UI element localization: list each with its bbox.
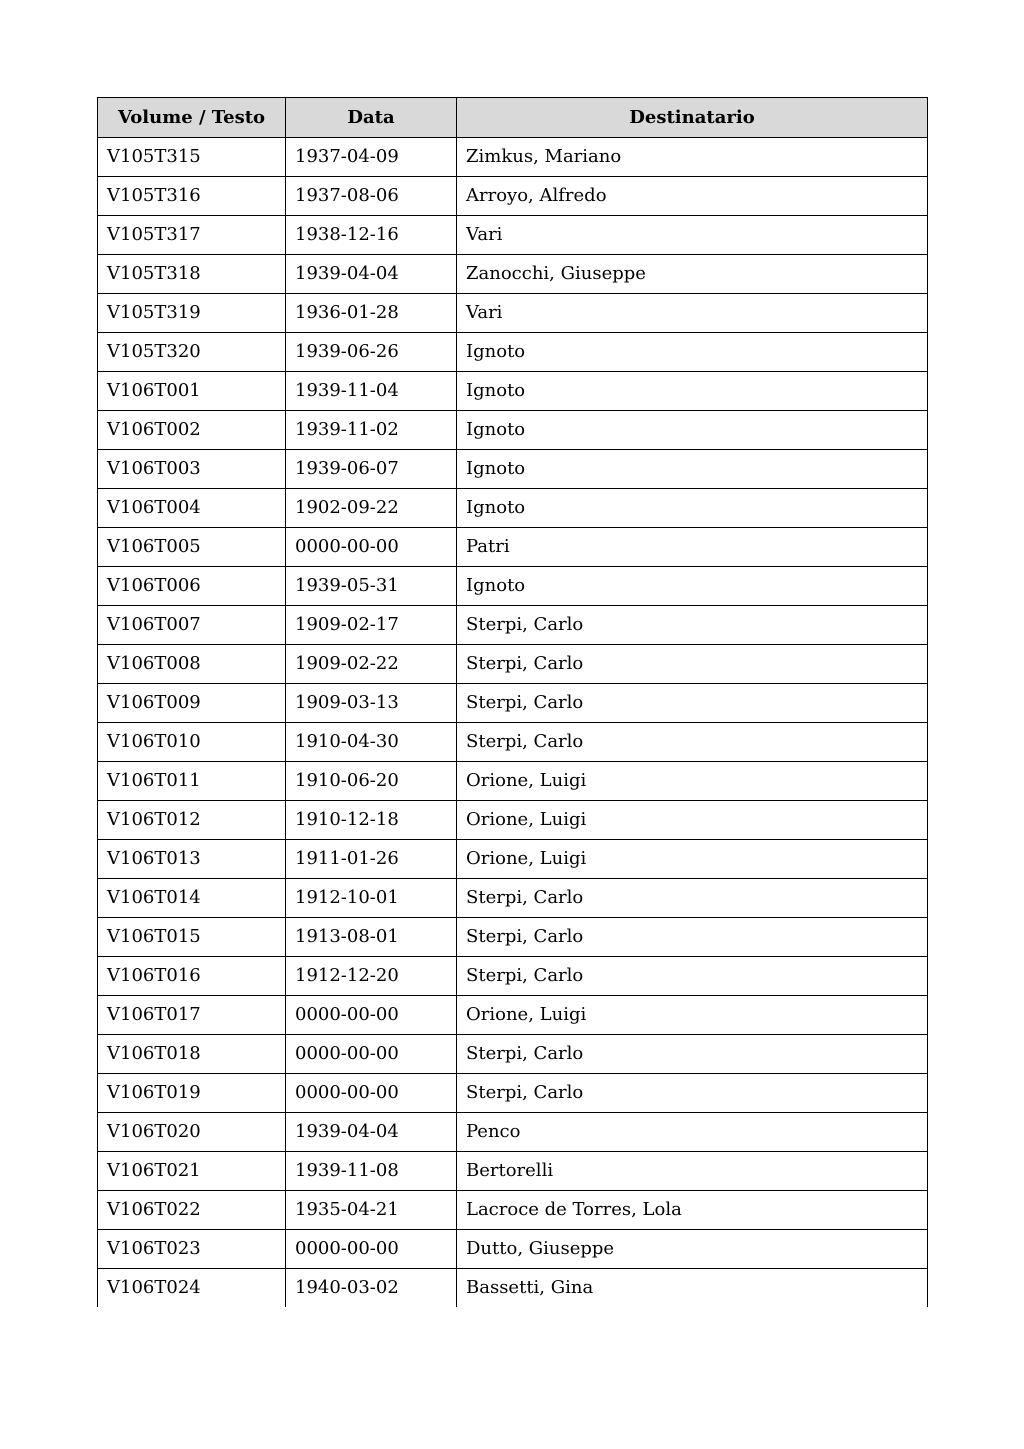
table-header (98, 98, 928, 138)
cell-data: 1936-01-28 (286, 294, 457, 333)
cell-destinatario: Ignoto (457, 567, 928, 606)
cell-volume-testo: V106T020 (98, 1113, 286, 1152)
cell-destinatario: Patri (457, 528, 928, 567)
cell-data: 1902-09-22 (286, 489, 457, 528)
cell-volume-testo: V105T318 (98, 255, 286, 294)
cell-data: 1912-12-20 (286, 957, 457, 996)
cell-volume-testo: V106T011 (98, 762, 286, 801)
table-row (98, 840, 928, 879)
table-row (98, 801, 928, 840)
cell-data: 1909-02-17 (286, 606, 457, 645)
cell-data: 1910-04-30 (286, 723, 457, 762)
cell-data: 1910-06-20 (286, 762, 457, 801)
cell-volume-testo: V106T024 (98, 1269, 286, 1308)
table-row (98, 489, 928, 528)
table-row (98, 450, 928, 489)
table-row (98, 1269, 928, 1308)
cell-destinatario: Sterpi, Carlo (457, 879, 928, 918)
table-row (98, 1230, 928, 1269)
cell-data: 1910-12-18 (286, 801, 457, 840)
table-row (98, 1113, 928, 1152)
table-row (98, 1035, 928, 1074)
cell-data: 1909-02-22 (286, 645, 457, 684)
cell-destinatario: Orione, Luigi (457, 801, 928, 840)
cell-volume-testo: V106T008 (98, 645, 286, 684)
cell-destinatario: Ignoto (457, 489, 928, 528)
cell-volume-testo: V106T022 (98, 1191, 286, 1230)
column-header-data: Data (286, 98, 457, 138)
table-row (98, 879, 928, 918)
column-header-volume-testo: Volume / Testo (98, 98, 286, 138)
cell-data: 0000-00-00 (286, 996, 457, 1035)
cell-destinatario: Zanocchi, Giuseppe (457, 255, 928, 294)
table-row (98, 1074, 928, 1113)
cell-data: 1937-04-09 (286, 138, 457, 177)
header-row (98, 98, 928, 138)
table-row (98, 606, 928, 645)
table-row (98, 177, 928, 216)
table-row (98, 996, 928, 1035)
table-row (98, 762, 928, 801)
cell-volume-testo: V106T015 (98, 918, 286, 957)
table-row (98, 1152, 928, 1191)
cell-volume-testo: V106T012 (98, 801, 286, 840)
letters-table (97, 97, 928, 1307)
cell-destinatario: Ignoto (457, 411, 928, 450)
cell-destinatario: Vari (457, 216, 928, 255)
cell-data: 1937-08-06 (286, 177, 457, 216)
cell-data: 1939-11-04 (286, 372, 457, 411)
table-row (98, 255, 928, 294)
cell-volume-testo: V106T013 (98, 840, 286, 879)
cell-destinatario: Sterpi, Carlo (457, 957, 928, 996)
cell-volume-testo: V106T017 (98, 996, 286, 1035)
cell-destinatario: Orione, Luigi (457, 762, 928, 801)
cell-data: 1911-01-26 (286, 840, 457, 879)
cell-data: 1939-11-08 (286, 1152, 457, 1191)
table-row (98, 723, 928, 762)
table-row (98, 294, 928, 333)
cell-data: 1939-11-02 (286, 411, 457, 450)
cell-destinatario: Sterpi, Carlo (457, 1035, 928, 1074)
table-row (98, 216, 928, 255)
cell-destinatario: Sterpi, Carlo (457, 645, 928, 684)
cell-volume-testo: V106T021 (98, 1152, 286, 1191)
table-row (98, 684, 928, 723)
cell-destinatario: Ignoto (457, 372, 928, 411)
cell-data: 0000-00-00 (286, 1230, 457, 1269)
column-header-destinatario: Destinatario (457, 98, 928, 138)
cell-destinatario: Orione, Luigi (457, 996, 928, 1035)
cell-volume-testo: V106T023 (98, 1230, 286, 1269)
cell-data: 1935-04-21 (286, 1191, 457, 1230)
cell-volume-testo: V105T315 (98, 138, 286, 177)
cell-destinatario: Sterpi, Carlo (457, 606, 928, 645)
cell-volume-testo: V105T320 (98, 333, 286, 372)
table-row (98, 918, 928, 957)
table-row (98, 528, 928, 567)
cell-destinatario: Zimkus, Mariano (457, 138, 928, 177)
cell-destinatario: Bertorelli (457, 1152, 928, 1191)
cell-data: 1939-04-04 (286, 1113, 457, 1152)
cell-data: 1938-12-16 (286, 216, 457, 255)
cell-data: 0000-00-00 (286, 1074, 457, 1113)
cell-data: 1909-03-13 (286, 684, 457, 723)
cell-volume-testo: V106T007 (98, 606, 286, 645)
cell-data: 1913-08-01 (286, 918, 457, 957)
cell-data: 1939-06-07 (286, 450, 457, 489)
cell-destinatario: Ignoto (457, 450, 928, 489)
cell-data: 1939-06-26 (286, 333, 457, 372)
cell-destinatario: Sterpi, Carlo (457, 684, 928, 723)
cell-volume-testo: V106T006 (98, 567, 286, 606)
cell-destinatario: Lacroce de Torres, Lola (457, 1191, 928, 1230)
cell-volume-testo: V106T014 (98, 879, 286, 918)
table-row (98, 567, 928, 606)
cell-data: 1940-03-02 (286, 1269, 457, 1308)
table-body (98, 138, 928, 1308)
cell-volume-testo: V106T005 (98, 528, 286, 567)
cell-data: 0000-00-00 (286, 1035, 457, 1074)
cell-volume-testo: V106T010 (98, 723, 286, 762)
cell-volume-testo: V106T018 (98, 1035, 286, 1074)
cell-destinatario: Sterpi, Carlo (457, 1074, 928, 1113)
cell-data: 1939-05-31 (286, 567, 457, 606)
cell-destinatario: Dutto, Giuseppe (457, 1230, 928, 1269)
cell-destinatario: Ignoto (457, 333, 928, 372)
cell-volume-testo: V105T316 (98, 177, 286, 216)
cell-destinatario: Vari (457, 294, 928, 333)
table-row (98, 411, 928, 450)
table-row (98, 957, 928, 996)
cell-destinatario: Arroyo, Alfredo (457, 177, 928, 216)
cell-volume-testo: V106T004 (98, 489, 286, 528)
table-row (98, 372, 928, 411)
cell-destinatario: Sterpi, Carlo (457, 918, 928, 957)
table-row (98, 138, 928, 177)
cell-volume-testo: V106T019 (98, 1074, 286, 1113)
cell-volume-testo: V105T317 (98, 216, 286, 255)
table-row (98, 645, 928, 684)
cell-destinatario: Penco (457, 1113, 928, 1152)
cell-volume-testo: V106T002 (98, 411, 286, 450)
cell-volume-testo: V106T003 (98, 450, 286, 489)
cell-volume-testo: V106T001 (98, 372, 286, 411)
table-row (98, 1191, 928, 1230)
cell-volume-testo: V105T319 (98, 294, 286, 333)
cell-data: 1912-10-01 (286, 879, 457, 918)
cell-data: 1939-04-04 (286, 255, 457, 294)
table-row (98, 333, 928, 372)
cell-volume-testo: V106T009 (98, 684, 286, 723)
cell-volume-testo: V106T016 (98, 957, 286, 996)
cell-destinatario: Sterpi, Carlo (457, 723, 928, 762)
cell-destinatario: Bassetti, Gina (457, 1269, 928, 1308)
cell-data: 0000-00-00 (286, 528, 457, 567)
cell-destinatario: Orione, Luigi (457, 840, 928, 879)
